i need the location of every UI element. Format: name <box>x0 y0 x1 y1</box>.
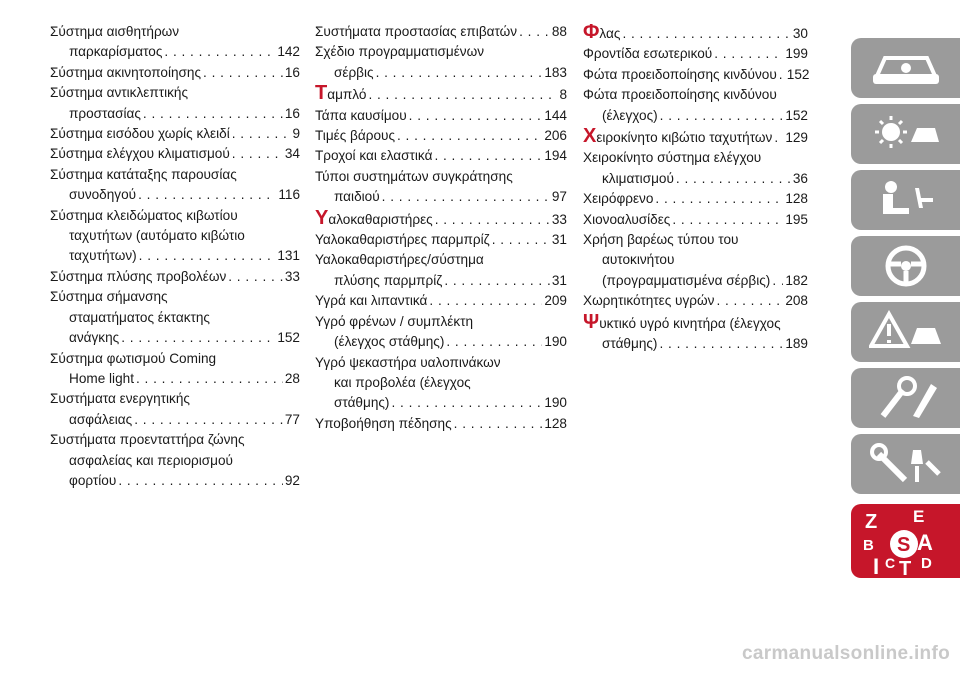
index-entry[interactable] <box>50 165 300 206</box>
tab-driving[interactable] <box>851 236 960 296</box>
index-entry[interactable] <box>50 206 300 267</box>
index-entry[interactable] <box>583 189 808 209</box>
dot-leader <box>139 246 276 266</box>
dot-leader <box>138 185 276 205</box>
entry-text: υκτικό υγρό κινητήρα (έλεγχος <box>599 315 781 331</box>
dot-leader <box>232 124 291 144</box>
dot-leader <box>143 104 283 124</box>
tab-safety[interactable] <box>851 170 960 230</box>
page-number: 116 <box>278 187 300 203</box>
page-number: 92 <box>284 472 300 488</box>
dot-leader <box>382 187 550 207</box>
letter-initial: Υ <box>315 206 329 229</box>
page-number: 16 <box>284 105 300 121</box>
page-number: 128 <box>785 191 808 207</box>
dot-leader <box>228 267 283 287</box>
entry-text: Συστήματα ενεργητικής <box>50 391 190 407</box>
index-entry[interactable] <box>50 267 300 287</box>
entry-text: στάθμης) <box>334 395 390 411</box>
page-number: 16 <box>284 64 300 80</box>
dot-leader <box>714 44 783 64</box>
page-number: 77 <box>284 411 300 427</box>
dot-leader <box>397 126 542 146</box>
entry-text: παιδιού <box>334 189 380 205</box>
index-entry[interactable] <box>50 389 300 430</box>
entry-text: αλοκαθαριστήρες <box>328 211 433 227</box>
page-number: 9 <box>292 126 300 142</box>
index-entry[interactable] <box>50 83 300 124</box>
page-number: 30 <box>792 26 808 41</box>
index-entry[interactable] <box>315 208 567 230</box>
entry-text: Τάπα καυσίμου <box>315 107 407 123</box>
dot-leader <box>376 63 543 83</box>
dot-leader <box>409 106 543 126</box>
entry-text: ειροκίνητο κιβώτιο ταχυτήτων <box>596 130 773 146</box>
entry-text: αυτοκινήτου <box>602 252 675 268</box>
letter-initial: Φ <box>583 21 600 43</box>
entry-text: λας <box>599 26 621 41</box>
dashboard-car-icon <box>869 46 943 90</box>
entry-text: παρκαρίσματος <box>69 44 163 60</box>
index-entry[interactable] <box>50 144 300 164</box>
entry-text: Χειρόφρενο <box>583 191 654 207</box>
page-number: 34 <box>284 146 300 162</box>
entry-text: Φώτα προειδοποίησης κινδύνου <box>583 87 777 103</box>
page-number: 36 <box>792 170 808 186</box>
entry-text: Υαλοκαθαριστήρες/σύστημα <box>315 252 484 268</box>
page-number: 152 <box>786 66 810 82</box>
tab-technical[interactable] <box>851 434 960 494</box>
dot-leader <box>622 24 790 44</box>
page-number: 28 <box>284 370 300 386</box>
dot-leader <box>118 471 283 491</box>
dot-leader <box>368 85 557 105</box>
entry-text: Χρήση βαρέως τύπου του <box>583 232 739 248</box>
dot-leader <box>774 128 783 148</box>
entry-text: Σύστημα ελέγχου κλιματισμού <box>50 146 230 162</box>
entry-text: (έλεγχος) <box>602 107 658 123</box>
entry-text: Χωρητικότητες υγρών <box>583 293 715 309</box>
entry-text: Σύστημα κατάταξης παρουσίας <box>50 166 237 182</box>
page-number: 88 <box>551 24 567 39</box>
letter-initial: Ψ <box>583 310 600 333</box>
dot-leader <box>444 271 550 291</box>
entry-text: Σύστημα ακινητοποίησης <box>50 64 202 80</box>
index-entry[interactable] <box>583 230 808 291</box>
index-column-1 <box>50 22 300 491</box>
entry-text: Συστήματα προστασίας επιβατών <box>315 24 518 39</box>
index-entry[interactable] <box>583 210 808 230</box>
index-entry[interactable] <box>583 126 808 148</box>
tab-index[interactable] <box>851 504 960 578</box>
index-entry[interactable] <box>583 65 808 85</box>
tab-lights[interactable] <box>851 104 960 164</box>
tab-dashboard[interactable] <box>851 38 960 98</box>
index-entry[interactable] <box>583 291 808 311</box>
dot-leader <box>655 189 783 209</box>
index-entry[interactable] <box>315 83 567 105</box>
dot-leader <box>672 210 783 230</box>
entry-text: Φώτα προειδοποίησης κινδύνου <box>583 66 777 82</box>
entry-text: Σύστημα κλειδώματος κιβωτίου <box>50 207 238 223</box>
page-number: 128 <box>544 415 567 431</box>
dot-leader <box>203 63 283 83</box>
index-letter: A <box>917 530 933 555</box>
page-number: 144 <box>544 107 567 123</box>
index-entry[interactable] <box>315 312 567 353</box>
index-entry[interactable] <box>315 126 567 146</box>
letter-initial: Χ <box>583 125 597 148</box>
entry-text: κλιματισμού <box>602 170 674 186</box>
service-tools-icon <box>869 442 943 486</box>
dot-leader <box>660 106 784 126</box>
index-letter: I <box>873 554 880 576</box>
index-entry[interactable] <box>315 22 567 42</box>
index-entry[interactable] <box>50 124 300 144</box>
entry-text: Υποβοήθηση πέδησης <box>315 415 452 431</box>
page-number: 190 <box>544 395 567 411</box>
entry-text: Τροχοί και ελαστικά <box>315 148 433 164</box>
page-number: 183 <box>544 64 567 80</box>
dot-leader <box>716 291 783 311</box>
entry-text: Χιονοαλυσίδες <box>583 211 671 227</box>
chapter-tabs <box>851 38 960 584</box>
index-entry[interactable] <box>315 167 567 208</box>
entry-text: ταχυτήτων) <box>69 248 137 264</box>
page-number: 8 <box>559 87 567 103</box>
car-seat-icon <box>869 178 943 222</box>
entry-text: Συστήματα προενταττήρα ζώνης <box>50 432 245 448</box>
index-entry[interactable] <box>50 287 300 348</box>
dot-leader <box>659 334 783 354</box>
index-entry[interactable] <box>315 414 567 434</box>
dot-leader <box>232 144 283 164</box>
index-entry[interactable] <box>315 106 567 126</box>
page-number: 31 <box>551 272 567 288</box>
entry-text: Σύστημα εισόδου χωρίς κλειδί <box>50 126 230 142</box>
entry-text: φορτίου <box>69 472 117 488</box>
index-letter: Z <box>865 511 878 533</box>
entry-text: (προγραμματισμένα σέρβις) <box>602 272 771 288</box>
warning-car-icon <box>869 310 943 354</box>
dot-leader <box>134 410 283 430</box>
entry-text: Υαλοκαθαριστήρες παρμπρίζ <box>315 232 490 248</box>
entry-text: Σύστημα αντικλεπτικής <box>50 85 189 101</box>
index-entry[interactable] <box>583 148 808 189</box>
entry-text: στάθμης) <box>602 336 658 352</box>
watermark: carmanualsonline.info <box>742 643 950 664</box>
index-entry[interactable] <box>315 250 567 291</box>
index-entry[interactable] <box>50 349 300 390</box>
index-letter: E <box>913 508 925 526</box>
page-number: 129 <box>785 130 808 146</box>
entry-text: σέρβις <box>334 64 374 80</box>
entry-text: αμπλό <box>327 87 367 103</box>
index-letter: C <box>885 555 896 571</box>
page-number: 33 <box>551 211 567 227</box>
entry-text: Τιμές βάρους <box>315 128 395 144</box>
alphabetical-index-icon <box>859 508 949 576</box>
dot-leader <box>779 65 785 85</box>
entry-text: ασφαλείας και περιορισμού <box>69 452 233 468</box>
index-entry[interactable] <box>583 44 808 64</box>
dot-leader <box>429 291 542 311</box>
entry-text: (έλεγχος στάθμης) <box>334 334 445 350</box>
dot-leader <box>391 393 542 413</box>
dot-leader <box>454 414 543 434</box>
page-number: 190 <box>544 334 567 350</box>
index-column-2 <box>315 22 567 434</box>
entry-text: Υγρά και λιπαντικά <box>315 293 428 309</box>
dot-leader <box>435 210 550 230</box>
entry-text: Τύποι συστημάτων συγκράτησης <box>315 168 513 184</box>
entry-text: πλύσης παρμπρίζ <box>334 272 443 288</box>
index-letter: B <box>863 537 874 554</box>
dot-leader <box>492 230 550 250</box>
index-letter: D <box>921 555 932 572</box>
steering-wheel-icon <box>869 244 943 288</box>
index-letter: T <box>899 558 912 576</box>
entry-text: Σύστημα φωτισμού Coming <box>50 350 217 366</box>
tab-emergency[interactable] <box>851 302 960 362</box>
index-entry[interactable] <box>583 85 808 126</box>
index-entry[interactable] <box>315 353 567 414</box>
dot-leader <box>519 22 550 42</box>
entry-text: ταχυτήτων (αυτόματο κιβώτιο <box>69 228 245 244</box>
index-entry[interactable] <box>50 22 300 63</box>
dot-leader <box>136 369 283 389</box>
entry-text: Χειροκίνητο σύστημα ελέγχου <box>583 150 762 166</box>
index-entry[interactable] <box>315 146 567 166</box>
page-number: 152 <box>785 107 808 123</box>
index-entry[interactable] <box>50 430 300 491</box>
page-number: 97 <box>551 189 567 205</box>
entry-text: Φροντίδα εσωτερικού <box>583 46 713 62</box>
entry-text: Home light <box>69 370 134 386</box>
index-entry[interactable] <box>315 291 567 311</box>
page-number: 208 <box>785 293 808 309</box>
dot-leader <box>676 169 791 189</box>
dot-leader <box>772 271 783 291</box>
entry-text: Υγρό φρένων / συμπλέκτη <box>315 313 474 329</box>
letter-initial: Τ <box>315 82 328 105</box>
index-letter: S <box>897 534 911 556</box>
dot-leader <box>446 332 542 352</box>
page-number: 142 <box>277 44 300 60</box>
entry-text: συνοδηγού <box>69 187 137 203</box>
page-number: 206 <box>544 128 567 144</box>
tools-icon <box>869 376 943 420</box>
page-number: 33 <box>284 268 300 284</box>
index-entry[interactable] <box>315 42 567 83</box>
entry-text: Σύστημα πλύσης προβολέων <box>50 268 227 284</box>
page-number: 182 <box>785 272 808 288</box>
dot-leader <box>164 42 275 62</box>
entry-text: Σύστημα αισθητήρων <box>50 24 180 39</box>
entry-text: προστασίας <box>69 105 141 121</box>
entry-text: ασφάλειας <box>69 411 133 427</box>
entry-text: Υγρό ψεκαστήρα υαλοπινάκων <box>315 354 501 370</box>
page-number: 152 <box>277 330 300 346</box>
page-number: 209 <box>544 293 567 309</box>
entry-text: ανάγκης <box>69 330 120 346</box>
index-column-3 <box>583 22 808 355</box>
entry-text: Σχέδιο προγραμματισμένων <box>315 44 484 60</box>
tab-maintenance[interactable] <box>851 368 960 428</box>
page-number: 199 <box>785 46 808 62</box>
page-number: 131 <box>277 248 300 264</box>
page-number: 194 <box>544 148 567 164</box>
car-light-icon <box>869 112 943 156</box>
entry-text: σταματήματος έκτακτης <box>69 309 210 325</box>
page-number: 189 <box>785 336 808 352</box>
index-entry[interactable] <box>583 312 808 355</box>
page-number: 31 <box>551 232 567 248</box>
page-number: 195 <box>785 211 808 227</box>
index-entry[interactable] <box>50 63 300 83</box>
index-entry[interactable] <box>315 230 567 250</box>
dot-leader <box>434 146 542 166</box>
entry-text: Σύστημα σήμανσης <box>50 289 168 305</box>
dot-leader <box>121 328 275 348</box>
entry-text: και προβολέα (έλεγχος <box>334 374 471 390</box>
index-entry[interactable] <box>583 22 808 44</box>
